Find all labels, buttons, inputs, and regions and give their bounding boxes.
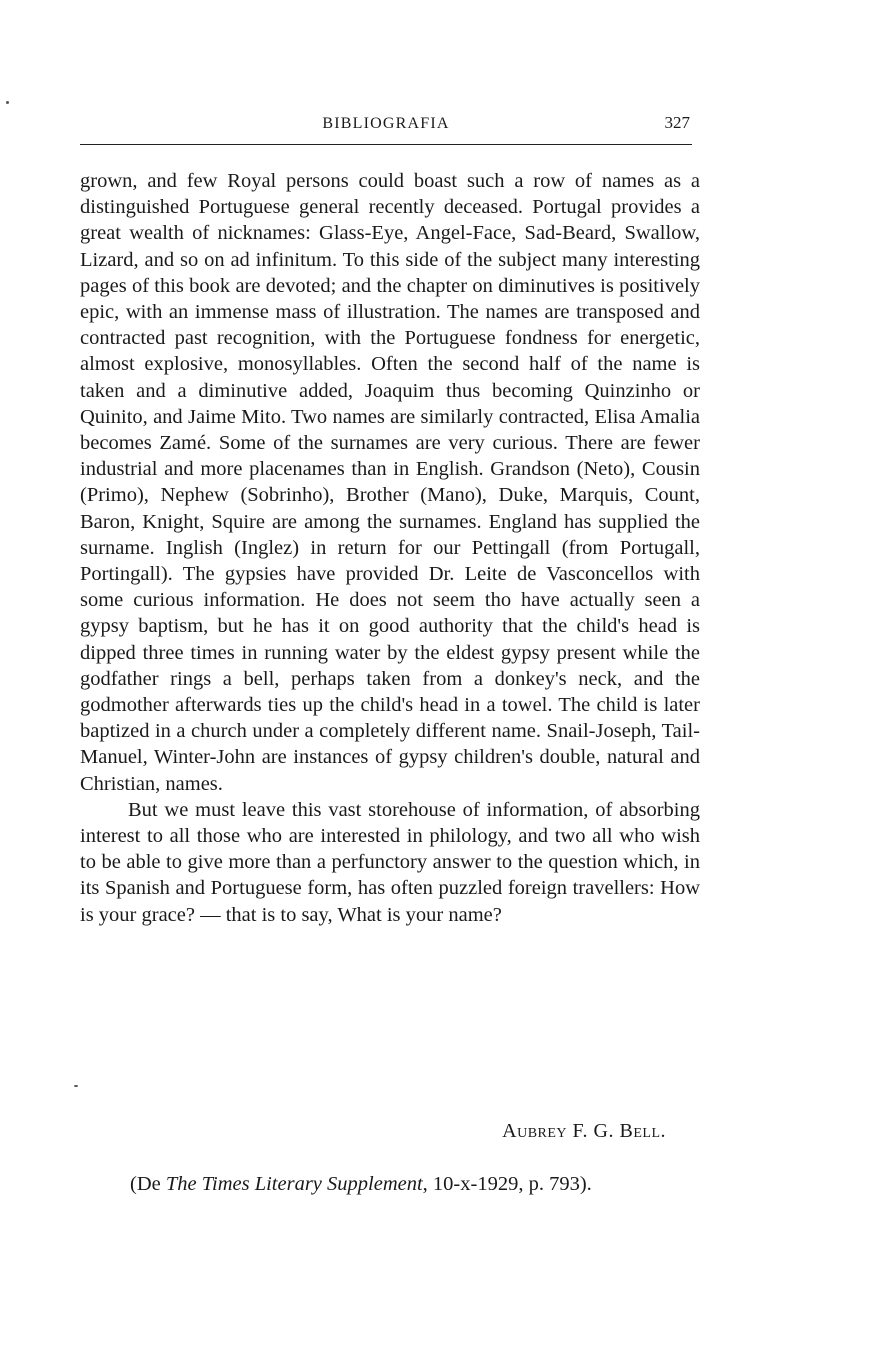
publication-title: The Times Literary Supplement <box>165 1173 423 1195</box>
source-prefix: (De <box>130 1173 166 1195</box>
source-suffix: , 10-x-1929, p. 793). <box>422 1173 592 1195</box>
scan-speck <box>74 1085 78 1087</box>
author-signature: Aubrey F. G. Bell. <box>502 1120 666 1142</box>
header-rule <box>80 144 692 145</box>
article-body <box>80 168 700 928</box>
running-title: BIBLIOGRAFIA <box>322 115 450 132</box>
paragraph-1: grown, and few Royal persons could boast such a row of names as a distinguished Portuguese general recently deceased. Portugal provides a great wealth of nicknames: Glass-Eye, Angel-Face, Sad-Beard, Swallow, Lizard, and so on ad infinitum. To this side of the subject many interesting pages of this book are devoted; and the chapter on diminutives is positively epic, with an immense mass of illustration. The names are transposed and contracted past recognition, with the Portuguese fondness for energetic, almost explosive, monosyllables. Often the second half of the name is taken and a diminutive added, Joaquim thus becoming Quinzinho or Quinito, and Jaime Mito. Two names are similarly contracted, Elisa Amalia becomes Zamé. Some of the surnames are very curious. There are fewer industrial and more placenames than in English. Grandson (Neto), Cousin (Primo), Nephew (Sobrinho), Brother (Mano), Duke, Marquis, Count, Baron, Knight, Squire are among the surnames. England has supplied the surname. Inglish (Inglez) in return for our Pettingall (from Portugall, Portingall). The gypsies have provided Dr. Leite de Vasconcellos with some curious information. He does not seem tho have actually seen a gypsy baptism, but he has it on good authority that the child's head is dipped three times in running water by the eldest gypsy present while the godfather rings a bell, perhaps taken from a donkey's neck, and the godmother afterwards ties up the child's head in a towel. The child is later baptized in a church under a completely different name. Snail-Joseph, Tail-Manuel, Winter-John are instances of gypsy children's double, natural and Christian, names. <box>80 170 700 795</box>
running-header <box>80 113 692 139</box>
scan-speck <box>6 101 9 104</box>
paragraph-2: But we must leave this vast storehouse of information, of absorbing interest to all those who are interested in philology, and two all who wish to be able to give more than a perfunctory answer to the question which, in its Spanish and Portuguese form, has often puzzled foreign travellers: How is your grace? — that is to say, What is your name? <box>80 798 700 926</box>
source-citation <box>130 1173 710 1196</box>
page-number: 327 <box>664 113 690 132</box>
